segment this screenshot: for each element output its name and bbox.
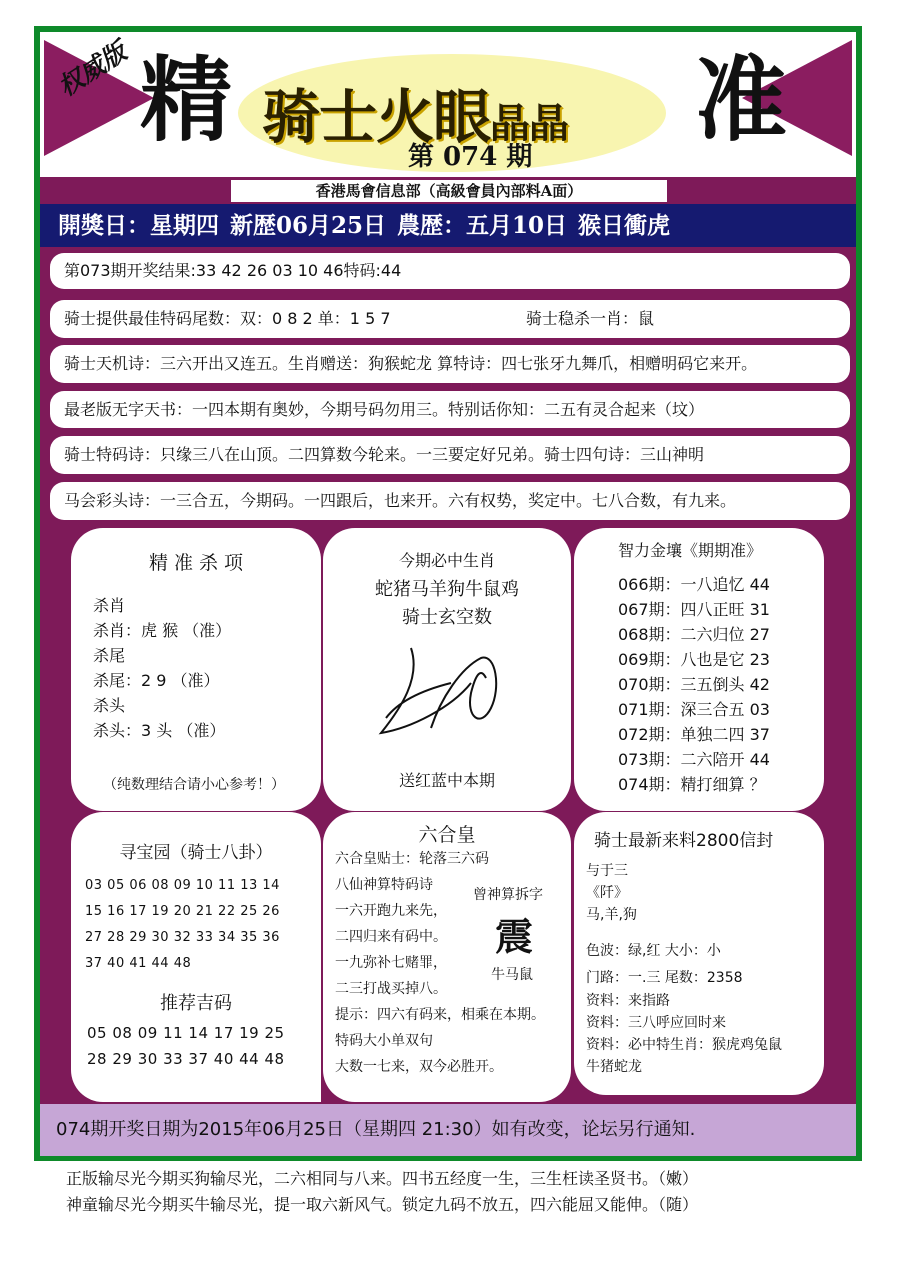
kill-line: 杀尾：2 9 （准）: [93, 671, 220, 690]
letter-title: 骑士最新来料2800信封: [594, 831, 774, 851]
history-item: 070期：三五倒头 42: [618, 675, 770, 694]
poem-row-1: 骑士天机诗：三六开出又连五。生肖赠送：狗猴蛇龙 算特诗：四七张牙九舞爪，相赠明码它来开。: [50, 345, 850, 383]
signature-scribble: [371, 638, 521, 748]
liuhe-line: 特码大小单双句: [335, 1033, 433, 1049]
treasure-number-row: 15 16 17 19 20 21 22 25 26: [85, 904, 280, 919]
poem-row-2: 最老版无字天书：一四本期有奥妙，今期号码勿用三。特别话你知：二五有灵合起来（坟）: [50, 391, 850, 428]
big-char-right: 准: [695, 46, 788, 154]
result-row: 第073期开奖结果:33 42 26 03 10 46特码:44: [50, 253, 850, 289]
liuhe-line: 一六开跑九来先，: [335, 903, 447, 919]
history-box: [574, 528, 824, 811]
bottom-line-2: 神童输尽光今期买牛输尽光，提一取六新风气。锁定九码不放五，四六能屈又能伸。（随）: [66, 1195, 699, 1214]
letter-line: 门路：一.三 尾数：2358: [586, 970, 743, 986]
letter-line: 《阡》: [586, 885, 628, 901]
letter-line: 资料：三八呼应回时来: [586, 1015, 726, 1031]
kill-zodiac-text: 骑士稳杀一肖：鼠: [526, 309, 655, 328]
bottom-line-1: 正版输尽光今期买狗输尽光，二六相同与八来。四书五经度一生，三生枉读圣贤书。（嫩）: [66, 1169, 699, 1188]
kill-line: 杀头: [93, 696, 126, 715]
letter-line: 与于三: [586, 863, 628, 879]
kill-line: 杀肖：虎 猴 （准）: [93, 621, 232, 640]
liuhe-line: 大数一七来，双今必胜开。: [335, 1059, 503, 1075]
liuhe-title: 六合皇: [418, 824, 476, 846]
treasure-number-row: 03 05 06 08 09 10 11 13 14: [85, 878, 280, 893]
history-item: 072期：单独二四 37: [618, 725, 770, 744]
history-item: 074期：精打细算 ？: [618, 775, 766, 794]
poster-frame: [34, 26, 862, 1161]
history-item: 071期：深三合五 03: [618, 700, 770, 719]
letter-box: [574, 812, 824, 1095]
issue-number: 第 074 期: [408, 142, 533, 172]
history-item: 067期：四八正旺 31: [618, 600, 770, 619]
treasure-title: 寻宝园（骑士八卦）: [119, 843, 273, 863]
draw-date-bar: 開獎日：星期四 新歴06月25日 農歴：五月10日 猴日衝虎: [40, 204, 856, 247]
zodiac-line: 骑士玄空数: [402, 607, 492, 628]
letter-line: 马,羊,狗: [586, 907, 637, 923]
zodiac-box: [323, 528, 571, 811]
draw-date-notice: 074期开奖日期为2015年06月25日（星期四 21:30）如有改变，论坛另行通知.: [40, 1104, 856, 1156]
god-zodiac: 牛马鼠: [491, 967, 533, 983]
zodiac-line: 今期必中生肖: [398, 551, 495, 570]
title-small: 晶晶: [490, 100, 569, 147]
poem-row-4: 马会彩头诗：一三合五，今期码。一四跟后，也来开。六有权势，奖定中。七八合数，有九来。: [50, 482, 850, 520]
edition-badge: 权威版: [52, 36, 132, 102]
kill-box: [71, 528, 321, 811]
liuhe-line: 二四归来有码中。: [335, 929, 447, 945]
letter-line: 牛猪蛇龙: [586, 1059, 642, 1075]
poem-row-3: 骑士特码诗：只缘三八在山顶。二四算数今轮来。一三要定好兄弟。骑士四句诗：三山神明: [50, 436, 850, 474]
kill-title: 精 准 杀 项: [148, 552, 244, 574]
liuhe-line: 一九弥补七赌罪，: [335, 955, 447, 971]
treasure-box: [71, 812, 321, 1102]
god-char: 震: [495, 915, 534, 959]
god-label: 曾神算拆字: [473, 887, 543, 903]
lucky-numbers: 05 08 09 11 14 17 19 25: [87, 1024, 285, 1042]
kill-line: 杀头：3 头 （准）: [93, 721, 226, 740]
liuhe-tip: 提示：四六有码来，相乘在本期。: [335, 1007, 545, 1023]
subtitle-bar: 香港馬會信息部（高級會員內部料A面）: [231, 180, 667, 202]
liuhe-line: 六合皇贴士：轮落三六码: [335, 851, 489, 867]
liuhe-line: 八仙神算特码诗: [335, 877, 433, 893]
treasure-number-row: 27 28 29 30 32 33 34 35 36: [85, 930, 280, 945]
big-char-left: 精: [140, 46, 233, 154]
history-item: 068期：二六归位 27: [618, 625, 770, 644]
lucky-title: 推荐吉码: [160, 993, 232, 1014]
tail-number-text: 骑士提供最佳特码尾数：双：0 8 2 单：1 5 7: [64, 309, 391, 328]
kill-line: 杀尾: [93, 646, 126, 665]
liuhe-line: 二三打战买掉八。: [335, 981, 447, 997]
letter-line: 色波：绿,红 大小：小: [586, 943, 721, 959]
header: [40, 32, 856, 177]
lucky-numbers: 28 29 30 33 37 40 44 48: [87, 1050, 285, 1068]
kill-note: （纯数理结合请小心参考！）: [103, 777, 285, 793]
history-item: 073期：二六陪开 44: [618, 750, 770, 769]
treasure-number-row: 37 40 41 44 48: [85, 956, 192, 971]
letter-line: 资料：来指路: [586, 993, 670, 1009]
zodiac-line: 送红蓝中本期: [398, 771, 495, 790]
title-main: 骑士火眼: [262, 83, 491, 151]
kill-line: 杀肖: [93, 596, 126, 615]
history-item: 066期：一八追忆 44: [618, 575, 770, 594]
letter-line: 资料：必中特生肖：猴虎鸡兔鼠: [586, 1037, 782, 1053]
history-item: 069期：八也是它 23: [618, 650, 770, 669]
history-title: 智力金壤《期期准》: [618, 541, 763, 560]
zodiac-line: 蛇猪马羊狗牛鼠鸡: [375, 579, 519, 600]
liuhe-box: [323, 812, 571, 1102]
tail-number-row: [50, 300, 850, 338]
